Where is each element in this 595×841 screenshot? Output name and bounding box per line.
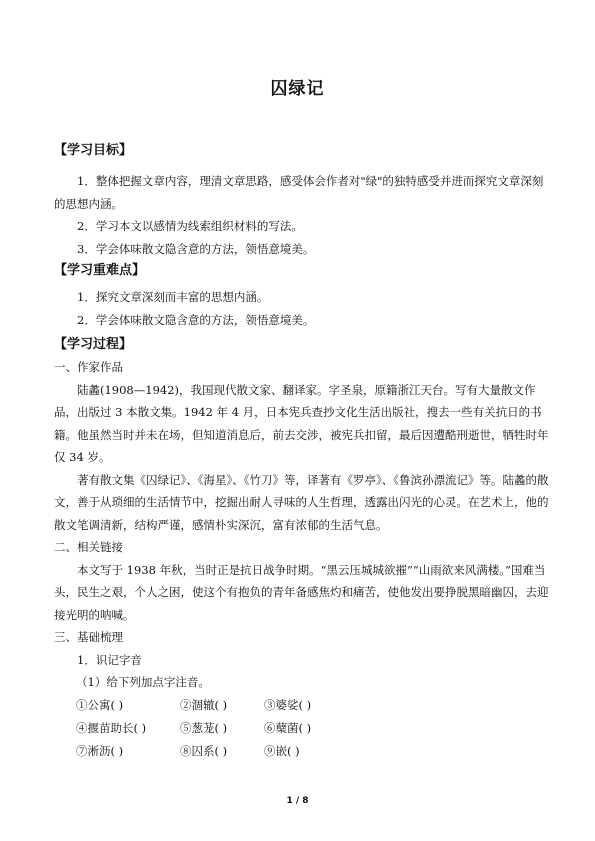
pinyin-item: ⑥蘖菌( ) <box>264 720 312 735</box>
key-point-item: 1．探究文章深刻而丰富的思想内涵。 <box>77 290 269 304</box>
subsection-pronunciation: 1．识记字音 <box>77 652 142 667</box>
author-paragraph-1: 陆蠡(1908—1942)，我国现代散文家、翻译家。字圣泉，原籍浙江天台。写有大量散文作品，出版过 3 本散文集。1942 年 4 月，日本宪兵查抄文化生活出版社，搜去一些有关抗日的书籍。他虽然当时并未在场，但知道消息后，前去交涉，被宪兵扣留，最后因遭酷刑逝世，牺牲时年仅 34 岁。 <box>54 382 549 464</box>
pinyin-item: ⑦淅沥( ) <box>76 743 124 758</box>
key-points-heading: 【学习重难点】 <box>54 263 146 278</box>
page-title: 囚绿记 <box>270 79 325 99</box>
pinyin-item: ⑧囚系( ) <box>180 743 228 758</box>
section-title-background: 二、相关链接 <box>54 540 123 554</box>
pinyin-item: ④揠苗助长( ) <box>76 720 147 735</box>
goals-heading: 【学习目标】 <box>54 143 133 158</box>
goal-item: 2．学习本文以感情为线索组织材料的写法。 <box>77 219 303 233</box>
document-body <box>54 140 554 763</box>
pinyin-row <box>54 717 554 740</box>
goal-item: 3．学会体味散文隐含意的方法，领悟意境美。 <box>77 241 315 256</box>
pinyin-row <box>54 740 554 763</box>
section-title-basics: 三、基础梳理 <box>54 630 123 644</box>
goal-item: 1．整体把握文章内容，理清文章思路，感受体会作者对"绿"的独特感受并进而探究文章深刻的思想内涵。 <box>54 174 544 211</box>
section-title-author: 一、作家作品 <box>54 360 123 374</box>
pinyin-item: ⑤葱茏( ) <box>180 720 228 735</box>
pronunciation-instruction: （1）给下列加点字注音。 <box>76 675 210 689</box>
pinyin-row <box>54 694 554 717</box>
pinyin-item: ③婆娑( ) <box>264 697 312 712</box>
page-number: 1 / 8 <box>286 796 309 806</box>
pinyin-item: ⑨嵌( ) <box>264 743 300 758</box>
pinyin-item: ①公寓( ) <box>76 697 124 712</box>
process-heading: 【学习过程】 <box>54 337 133 352</box>
key-point-item: 2．学会体味散文隐含意的方法，领悟意境美。 <box>77 312 315 327</box>
background-paragraph: 本文写于 1938 年秋，当时正是抗日战争时期。“黑云压城城欲摧”“山雨欲来风满楼。”国难当头，民生之艰，个人之困，使这个有抱负的青年备感焦灼和痛苦，使他发出要挣脱黑暗幽囚，去迎接光明的呐喊。 <box>54 562 549 622</box>
pinyin-item: ②涸辙( ) <box>180 697 228 712</box>
author-paragraph-2: 著有散文集《囚绿记》、《海星》、《竹刀》等，译著有《罗亭》、《鲁滨孙漂流记》等。陆蠡的散文，善于从琐细的生活情节中，挖掘出耐人寻味的人生哲理，透露出闪光的心灵。在艺术上，他的散文笔调清新，结构严谨，感情朴实深沉，富有浓郁的生活气息。 <box>54 472 549 532</box>
